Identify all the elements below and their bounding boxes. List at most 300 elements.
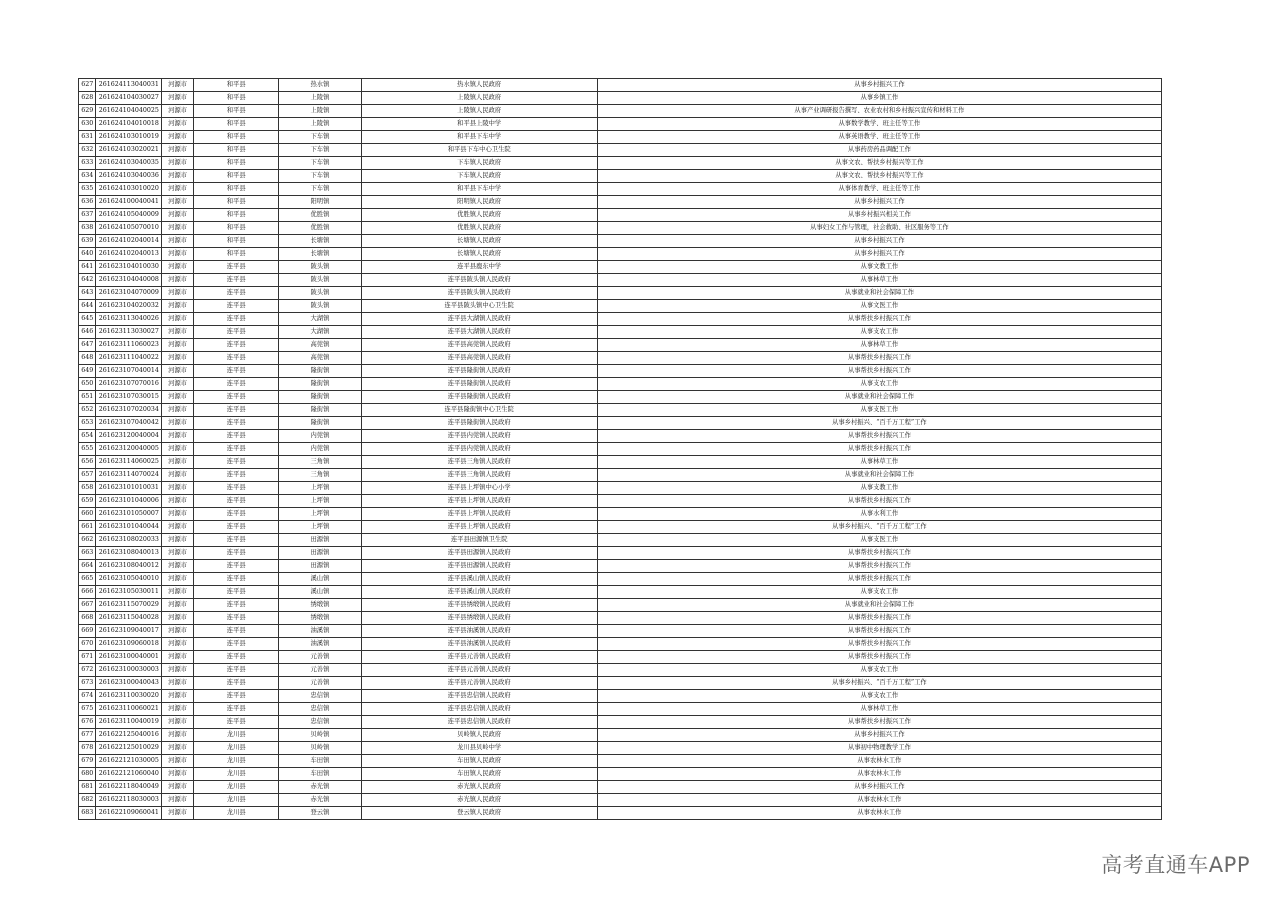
city-cell: 河源市 <box>162 677 194 690</box>
position-code-cell: 261623107030015 <box>96 391 162 404</box>
position-code-cell: 261623104010030 <box>96 261 162 274</box>
county-cell: 和平县 <box>194 79 279 92</box>
table-row <box>79 92 1162 105</box>
county-cell: 连平县 <box>194 430 279 443</box>
county-cell: 连平县 <box>194 352 279 365</box>
duty-cell: 从事帮扶乡村振兴工作 <box>597 573 1161 586</box>
row-index-cell: 672 <box>79 664 96 677</box>
county-cell: 和平县 <box>194 92 279 105</box>
duty-cell: 从事乡村振兴相关工作 <box>597 209 1161 222</box>
position-code-cell: 261623113040026 <box>96 313 162 326</box>
town-cell: 上陵镇 <box>279 92 361 105</box>
row-index-cell: 658 <box>79 482 96 495</box>
city-cell: 河源市 <box>162 547 194 560</box>
town-cell: 下车镇 <box>279 157 361 170</box>
position-code-cell: 261623101010031 <box>96 482 162 495</box>
town-cell: 陂头镇 <box>279 300 361 313</box>
table-row <box>79 209 1162 222</box>
row-index-cell: 640 <box>79 248 96 261</box>
town-cell: 大湖镇 <box>279 313 361 326</box>
city-cell: 河源市 <box>162 456 194 469</box>
town-cell: 上陵镇 <box>279 105 361 118</box>
town-cell: 车田镇 <box>279 755 361 768</box>
city-cell: 河源市 <box>162 560 194 573</box>
table-row <box>79 430 1162 443</box>
city-cell: 河源市 <box>162 703 194 716</box>
employer-cell: 连平县绣缎镇人民政府 <box>361 599 597 612</box>
employer-cell: 车田镇人民政府 <box>361 768 597 781</box>
table-row <box>79 755 1162 768</box>
city-cell: 河源市 <box>162 690 194 703</box>
table-row <box>79 781 1162 794</box>
table-row <box>79 352 1162 365</box>
row-index-cell: 657 <box>79 469 96 482</box>
employer-cell: 连平县元善镇人民政府 <box>361 651 597 664</box>
employer-cell: 车田镇人民政府 <box>361 755 597 768</box>
table-row <box>79 742 1162 755</box>
duty-cell: 从事帮扶乡村振兴工作 <box>597 638 1161 651</box>
city-cell: 河源市 <box>162 508 194 521</box>
row-index-cell: 649 <box>79 365 96 378</box>
city-cell: 河源市 <box>162 417 194 430</box>
row-index-cell: 634 <box>79 170 96 183</box>
city-cell: 河源市 <box>162 235 194 248</box>
position-code-cell: 261623108040013 <box>96 547 162 560</box>
duty-cell: 从事体育教学、班主任等工作 <box>597 183 1161 196</box>
town-cell: 赤光镇 <box>279 781 361 794</box>
city-cell: 河源市 <box>162 599 194 612</box>
city-cell: 河源市 <box>162 742 194 755</box>
duty-cell: 从事就业和社会保障工作 <box>597 287 1161 300</box>
table-row <box>79 157 1162 170</box>
city-cell: 河源市 <box>162 222 194 235</box>
city-cell: 河源市 <box>162 287 194 300</box>
town-cell: 三角镇 <box>279 456 361 469</box>
city-cell: 河源市 <box>162 157 194 170</box>
position-code-cell: 261623107040042 <box>96 417 162 430</box>
town-cell: 元善镇 <box>279 677 361 690</box>
table-row <box>79 235 1162 248</box>
table-row <box>79 664 1162 677</box>
table-row <box>79 248 1162 261</box>
position-code-cell: 261623105030011 <box>96 586 162 599</box>
table-row <box>79 729 1162 742</box>
row-index-cell: 675 <box>79 703 96 716</box>
town-cell: 隆街镇 <box>279 417 361 430</box>
table-row <box>79 586 1162 599</box>
county-cell: 连平县 <box>194 378 279 391</box>
employer-cell: 连平县溪山镇人民政府 <box>361 573 597 586</box>
employer-cell: 优胜镇人民政府 <box>361 222 597 235</box>
city-cell: 河源市 <box>162 807 194 820</box>
position-code-cell: 261623107040014 <box>96 365 162 378</box>
city-cell: 河源市 <box>162 79 194 92</box>
county-cell: 连平县 <box>194 599 279 612</box>
employer-cell: 长塘镇人民政府 <box>361 248 597 261</box>
row-index-cell: 630 <box>79 118 96 131</box>
duty-cell: 从事乡村振兴工作 <box>597 781 1161 794</box>
city-cell: 河源市 <box>162 131 194 144</box>
city-cell: 河源市 <box>162 430 194 443</box>
employer-cell: 连平县上坪镇人民政府 <box>361 495 597 508</box>
city-cell: 河源市 <box>162 443 194 456</box>
duty-cell: 从事就业和社会保障工作 <box>597 599 1161 612</box>
city-cell: 河源市 <box>162 391 194 404</box>
table-row <box>79 79 1162 92</box>
position-code-cell: 261623115040028 <box>96 612 162 625</box>
county-cell: 连平县 <box>194 651 279 664</box>
position-code-cell: 261623109060018 <box>96 638 162 651</box>
city-cell: 河源市 <box>162 638 194 651</box>
city-cell: 河源市 <box>162 404 194 417</box>
table-row <box>79 651 1162 664</box>
employer-cell: 和平县下车中心卫生院 <box>361 144 597 157</box>
duty-cell: 从事乡村振兴工作 <box>597 235 1161 248</box>
employer-cell: 连平县田源镇人民政府 <box>361 560 597 573</box>
county-cell: 连平县 <box>194 326 279 339</box>
table-row <box>79 612 1162 625</box>
city-cell: 河源市 <box>162 625 194 638</box>
duty-cell: 从事文教工作 <box>597 261 1161 274</box>
employer-cell: 连平县内莞镇人民政府 <box>361 443 597 456</box>
positions-table <box>78 78 1162 820</box>
table-row <box>79 365 1162 378</box>
position-code-cell: 261623111060023 <box>96 339 162 352</box>
row-index-cell: 660 <box>79 508 96 521</box>
duty-cell: 从事支教工作 <box>597 482 1161 495</box>
position-code-cell: 261623104070009 <box>96 287 162 300</box>
row-index-cell: 629 <box>79 105 96 118</box>
employer-cell: 连平县大湖镇人民政府 <box>361 326 597 339</box>
city-cell: 河源市 <box>162 755 194 768</box>
row-index-cell: 652 <box>79 404 96 417</box>
duty-cell: 从事乡村振兴工作 <box>597 248 1161 261</box>
row-index-cell: 645 <box>79 313 96 326</box>
county-cell: 龙川县 <box>194 794 279 807</box>
employer-cell: 连平县田源镇卫生院 <box>361 534 597 547</box>
county-cell: 连平县 <box>194 365 279 378</box>
position-code-cell: 261622118040049 <box>96 781 162 794</box>
town-cell: 登云镇 <box>279 807 361 820</box>
county-cell: 连平县 <box>194 638 279 651</box>
position-code-cell: 261623101040006 <box>96 495 162 508</box>
row-index-cell: 661 <box>79 521 96 534</box>
city-cell: 河源市 <box>162 716 194 729</box>
employer-cell: 连平县隆街镇中心卫生院 <box>361 404 597 417</box>
employer-cell: 连平县内莞镇人民政府 <box>361 430 597 443</box>
duty-cell: 从事林草工作 <box>597 274 1161 287</box>
employer-cell: 连平县三角镇人民政府 <box>361 456 597 469</box>
row-index-cell: 683 <box>79 807 96 820</box>
town-cell: 赤光镇 <box>279 794 361 807</box>
county-cell: 连平县 <box>194 274 279 287</box>
county-cell: 和平县 <box>194 144 279 157</box>
position-code-cell: 261622121060040 <box>96 768 162 781</box>
duty-cell: 从事数学教学、班主任等工作 <box>597 118 1161 131</box>
duty-cell: 从事支医工作 <box>597 404 1161 417</box>
table-row <box>79 404 1162 417</box>
table-row <box>79 716 1162 729</box>
position-code-cell: 261624105040009 <box>96 209 162 222</box>
city-cell: 河源市 <box>162 612 194 625</box>
county-cell: 连平县 <box>194 508 279 521</box>
row-index-cell: 678 <box>79 742 96 755</box>
county-cell: 龙川县 <box>194 755 279 768</box>
position-code-cell: 261624102040014 <box>96 235 162 248</box>
employer-cell: 优胜镇人民政府 <box>361 209 597 222</box>
employer-cell: 连平县元善镇人民政府 <box>361 677 597 690</box>
table-row <box>79 677 1162 690</box>
duty-cell: 从事文医工作 <box>597 300 1161 313</box>
duty-cell: 从事乡村振兴工作 <box>597 196 1161 209</box>
row-index-cell: 643 <box>79 287 96 300</box>
duty-cell: 从事乡村振兴、“百千万工程”工作 <box>597 417 1161 430</box>
row-index-cell: 663 <box>79 547 96 560</box>
table-row <box>79 534 1162 547</box>
county-cell: 连平县 <box>194 521 279 534</box>
duty-cell: 从事帮扶乡村振兴工作 <box>597 430 1161 443</box>
city-cell: 河源市 <box>162 352 194 365</box>
position-code-cell: 261622125040016 <box>96 729 162 742</box>
position-code-cell: 261624103020021 <box>96 144 162 157</box>
position-code-cell: 261622125010029 <box>96 742 162 755</box>
duty-cell: 从事英语教学、班主任等工作 <box>597 131 1161 144</box>
table-row <box>79 378 1162 391</box>
position-code-cell: 261623109040017 <box>96 625 162 638</box>
position-code-cell: 261623110030020 <box>96 690 162 703</box>
town-cell: 内莞镇 <box>279 443 361 456</box>
employer-cell: 连平县田源镇人民政府 <box>361 547 597 560</box>
position-code-cell: 261624104030027 <box>96 92 162 105</box>
table-row <box>79 482 1162 495</box>
county-cell: 连平县 <box>194 469 279 482</box>
table-row <box>79 703 1162 716</box>
employer-cell: 热水镇人民政府 <box>361 79 597 92</box>
city-cell: 河源市 <box>162 313 194 326</box>
town-cell: 上坪镇 <box>279 521 361 534</box>
position-code-cell: 261623100040043 <box>96 677 162 690</box>
row-index-cell: 639 <box>79 235 96 248</box>
table-row <box>79 469 1162 482</box>
employer-cell: 连平县隆街镇人民政府 <box>361 378 597 391</box>
city-cell: 河源市 <box>162 573 194 586</box>
row-index-cell: 667 <box>79 599 96 612</box>
position-code-cell: 261623120040004 <box>96 430 162 443</box>
row-index-cell: 662 <box>79 534 96 547</box>
row-index-cell: 679 <box>79 755 96 768</box>
city-cell: 河源市 <box>162 794 194 807</box>
duty-cell: 从事妇女工作与管理，社会救助、社区服务等工作 <box>597 222 1161 235</box>
town-cell: 上陵镇 <box>279 118 361 131</box>
town-cell: 陂头镇 <box>279 274 361 287</box>
duty-cell: 从事帮扶乡村振兴工作 <box>597 352 1161 365</box>
employer-cell: 连平县油溪镇人民政府 <box>361 625 597 638</box>
county-cell: 连平县 <box>194 612 279 625</box>
county-cell: 连平县 <box>194 339 279 352</box>
employer-cell: 连平县绣缎镇人民政府 <box>361 612 597 625</box>
city-cell: 河源市 <box>162 378 194 391</box>
duty-cell: 从事帮扶乡村振兴工作 <box>597 313 1161 326</box>
duty-cell: 从事文农、帮扶乡村振兴等工作 <box>597 157 1161 170</box>
town-cell: 忠信镇 <box>279 690 361 703</box>
table-row <box>79 183 1162 196</box>
position-code-cell: 261624104040025 <box>96 105 162 118</box>
town-cell: 隆街镇 <box>279 391 361 404</box>
position-code-cell: 261622109060041 <box>96 807 162 820</box>
row-index-cell: 676 <box>79 716 96 729</box>
table-row <box>79 105 1162 118</box>
table-row <box>79 118 1162 131</box>
city-cell: 河源市 <box>162 534 194 547</box>
town-cell: 阳明镇 <box>279 196 361 209</box>
row-index-cell: 668 <box>79 612 96 625</box>
city-cell: 河源市 <box>162 300 194 313</box>
town-cell: 车田镇 <box>279 768 361 781</box>
table-row <box>79 560 1162 573</box>
row-index-cell: 650 <box>79 378 96 391</box>
duty-cell: 从事支农工作 <box>597 378 1161 391</box>
county-cell: 连平县 <box>194 456 279 469</box>
duty-cell: 从事支农工作 <box>597 586 1161 599</box>
county-cell: 和平县 <box>194 183 279 196</box>
row-index-cell: 655 <box>79 443 96 456</box>
town-cell: 隆街镇 <box>279 404 361 417</box>
table-row <box>79 599 1162 612</box>
employer-cell: 下车镇人民政府 <box>361 157 597 170</box>
town-cell: 三角镇 <box>279 469 361 482</box>
city-cell: 河源市 <box>162 183 194 196</box>
city-cell: 河源市 <box>162 170 194 183</box>
city-cell: 河源市 <box>162 144 194 157</box>
city-cell: 河源市 <box>162 118 194 131</box>
duty-cell: 从事农林水工作 <box>597 768 1161 781</box>
county-cell: 连平县 <box>194 300 279 313</box>
row-index-cell: 632 <box>79 144 96 157</box>
town-cell: 油溪镇 <box>279 625 361 638</box>
position-code-cell: 261624103010019 <box>96 131 162 144</box>
watermark: 高考直通车APP <box>1101 853 1250 877</box>
employer-cell: 贝岭镇人民政府 <box>361 729 597 742</box>
positions-table-body <box>79 79 1162 820</box>
county-cell: 和平县 <box>194 170 279 183</box>
city-cell: 河源市 <box>162 482 194 495</box>
employer-cell: 上陵镇人民政府 <box>361 92 597 105</box>
table-row <box>79 326 1162 339</box>
duty-cell: 从事水利工作 <box>597 508 1161 521</box>
position-code-cell: 261624105070010 <box>96 222 162 235</box>
table-row <box>79 547 1162 560</box>
county-cell: 和平县 <box>194 157 279 170</box>
county-cell: 龙川县 <box>194 768 279 781</box>
town-cell: 隆街镇 <box>279 378 361 391</box>
town-cell: 优胜镇 <box>279 209 361 222</box>
employer-cell: 连平县上坪镇中心小学 <box>361 482 597 495</box>
employer-cell: 赤光镇人民政府 <box>361 794 597 807</box>
employer-cell: 连平县高莞镇人民政府 <box>361 339 597 352</box>
employer-cell: 阳明镇人民政府 <box>361 196 597 209</box>
row-index-cell: 627 <box>79 79 96 92</box>
employer-cell: 连平县隆街镇人民政府 <box>361 391 597 404</box>
row-index-cell: 635 <box>79 183 96 196</box>
employer-cell: 和平县下车中学 <box>361 183 597 196</box>
position-code-cell: 261622118030003 <box>96 794 162 807</box>
city-cell: 河源市 <box>162 92 194 105</box>
employer-cell: 连平县陂头镇中心卫生院 <box>361 300 597 313</box>
employer-cell: 连平县隆街镇人民政府 <box>361 417 597 430</box>
row-index-cell: 681 <box>79 781 96 794</box>
county-cell: 连平县 <box>194 625 279 638</box>
duty-cell: 从事林草工作 <box>597 456 1161 469</box>
position-code-cell: 261624103040036 <box>96 170 162 183</box>
county-cell: 连平县 <box>194 495 279 508</box>
county-cell: 连平县 <box>194 287 279 300</box>
employer-cell: 上陵镇人民政府 <box>361 105 597 118</box>
table-row <box>79 261 1162 274</box>
employer-cell: 连平县忠信镇人民政府 <box>361 690 597 703</box>
row-index-cell: 642 <box>79 274 96 287</box>
county-cell: 连平县 <box>194 690 279 703</box>
employer-cell: 连平县陂头镇人民政府 <box>361 274 597 287</box>
position-code-cell: 261623101040044 <box>96 521 162 534</box>
town-cell: 热水镇 <box>279 79 361 92</box>
city-cell: 河源市 <box>162 781 194 794</box>
city-cell: 河源市 <box>162 664 194 677</box>
county-cell: 龙川县 <box>194 781 279 794</box>
employer-cell: 长塘镇人民政府 <box>361 235 597 248</box>
city-cell: 河源市 <box>162 729 194 742</box>
county-cell: 连平县 <box>194 404 279 417</box>
city-cell: 河源市 <box>162 495 194 508</box>
row-index-cell: 664 <box>79 560 96 573</box>
town-cell: 下车镇 <box>279 170 361 183</box>
employer-cell: 连平县油溪镇人民政府 <box>361 638 597 651</box>
duty-cell: 从事乡村振兴、“百千万工程”工作 <box>597 677 1161 690</box>
town-cell: 上坪镇 <box>279 495 361 508</box>
table-row <box>79 573 1162 586</box>
row-index-cell: 680 <box>79 768 96 781</box>
duty-cell: 从事帮扶乡村振兴工作 <box>597 443 1161 456</box>
position-code-cell: 261623101050007 <box>96 508 162 521</box>
city-cell: 河源市 <box>162 586 194 599</box>
duty-cell: 从事药房药品调配工作 <box>597 144 1161 157</box>
table-row <box>79 391 1162 404</box>
town-cell: 田源镇 <box>279 534 361 547</box>
county-cell: 龙川县 <box>194 729 279 742</box>
duty-cell: 从事帮扶乡村振兴工作 <box>597 560 1161 573</box>
row-index-cell: 648 <box>79 352 96 365</box>
town-cell: 上坪镇 <box>279 508 361 521</box>
row-index-cell: 637 <box>79 209 96 222</box>
county-cell: 和平县 <box>194 196 279 209</box>
county-cell: 和平县 <box>194 209 279 222</box>
row-index-cell: 651 <box>79 391 96 404</box>
county-cell: 和平县 <box>194 248 279 261</box>
duty-cell: 从事帮扶乡村振兴工作 <box>597 716 1161 729</box>
city-cell: 河源市 <box>162 768 194 781</box>
employer-cell: 龙川县贝岭中学 <box>361 742 597 755</box>
duty-cell: 从事农林水工作 <box>597 755 1161 768</box>
town-cell: 陂头镇 <box>279 261 361 274</box>
county-cell: 和平县 <box>194 105 279 118</box>
town-cell: 田源镇 <box>279 547 361 560</box>
city-cell: 河源市 <box>162 105 194 118</box>
table-row <box>79 521 1162 534</box>
duty-cell: 从事帮扶乡村振兴工作 <box>597 651 1161 664</box>
row-index-cell: 671 <box>79 651 96 664</box>
position-code-cell: 261624103010020 <box>96 183 162 196</box>
row-index-cell: 647 <box>79 339 96 352</box>
position-code-cell: 261624103040035 <box>96 157 162 170</box>
